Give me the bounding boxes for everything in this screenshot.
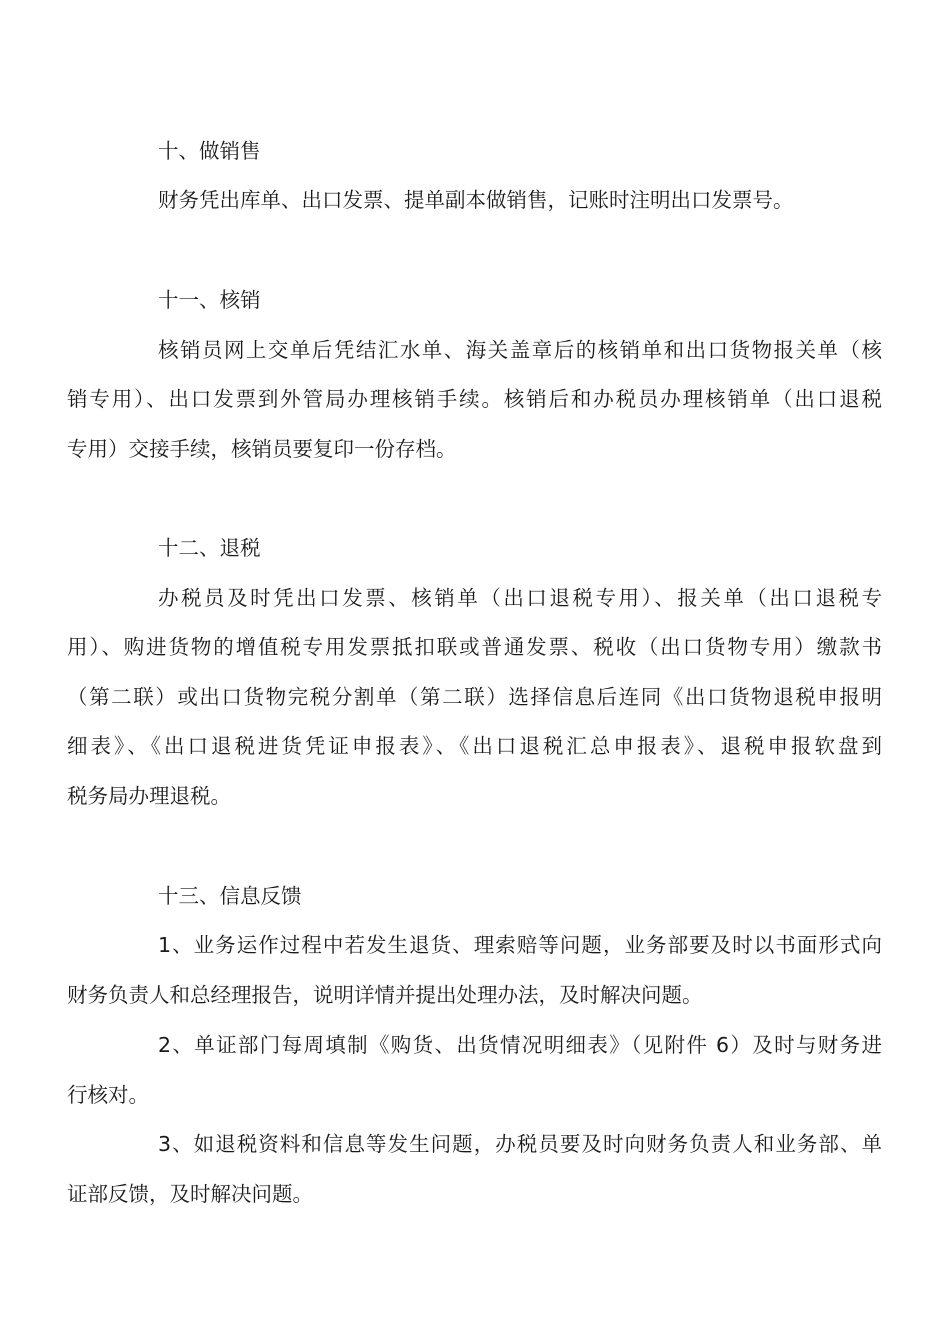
- paragraph-line: （第二联）或出口货物完税分割单（第二联）选择信息后连同《出口货物退税申报明: [67, 685, 882, 709]
- paragraph-line: 财务凭出库单、出口发票、提单副本做销售，记账时注明出口发票号。: [158, 188, 794, 212]
- paragraph-line: 细表》、《出口退税进货凭证申报表》、《出口退税汇总申报表》、退税申报软盘到: [67, 734, 882, 758]
- paragraph-line: 1、业务运作过程中若发生退货、理索赔等问题，业务部要及时以书面形式向: [158, 933, 882, 957]
- paragraph-line: 2、单证部门每周填制《购货、出货情况明细表》（见附件 6）及时与财务进: [158, 1033, 882, 1057]
- paragraph-line: 办税员及时凭出口发票、核销单（出口退税专用）、报关单（出口退税专: [158, 586, 882, 610]
- paragraph-line: 销专用）、出口发票到外管局办理核销手续。核销后和办税员办理核销单（出口退税: [67, 387, 882, 411]
- paragraph-line: 税务局办理退税。: [67, 784, 231, 808]
- paragraph-line: 核销员网上交单后凭结汇水单、海关盖章后的核销单和出口货物报关单（核: [158, 338, 882, 362]
- paragraph-line: 行核对。: [67, 1083, 149, 1107]
- paragraph-line: 财务负责人和总经理报告，说明详情并提出处理办法，及时解决问题。: [67, 983, 703, 1007]
- paragraph-line: 证部反馈，及时解决问题。: [67, 1182, 313, 1206]
- section-heading: 十二、退税: [158, 536, 261, 560]
- section-heading: 十三、信息反馈: [158, 884, 302, 908]
- paragraph-line: 3、如退税资料和信息等发生问题，办税员要及时向财务负责人和业务部、单: [158, 1132, 882, 1156]
- section-heading: 十、做销售: [158, 139, 261, 163]
- section-heading: 十一、核销: [158, 288, 261, 312]
- paragraph-line: 用）、购进货物的增值税专用发票抵扣联或普通发票、税收（出口货物专用）缴款书: [67, 635, 882, 659]
- paragraph-line: 专用）交接手续，核销员要复印一份存档。: [67, 437, 457, 461]
